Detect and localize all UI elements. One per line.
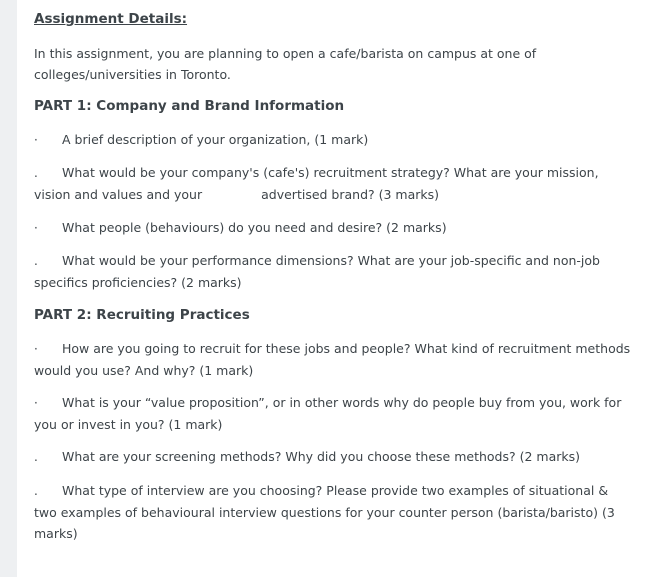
part1-title: PART 1: Company and Brand Information <box>34 98 345 114</box>
part2-item-2 <box>34 392 632 435</box>
item-text: What are your screening methods? Why did you choose these methods? (2 marks) <box>62 449 580 464</box>
left-margin-bar <box>0 0 17 577</box>
part1-item-2 <box>34 162 632 205</box>
assignment-heading: Assignment Details: <box>34 11 188 27</box>
bullet-marker: . <box>34 166 38 180</box>
item-text: How are you going to recruit for these jobs and people? What kind of recruitment methods would you use? And why? (1 mark) <box>34 341 631 378</box>
bullet-marker: · <box>34 342 38 356</box>
item-text: What type of interview are you choosing? Please provide two examples of situational & two examples of behavioural interview questions for your counter person (barista/baristo) (3 marks) <box>34 483 615 541</box>
bullet-marker: · <box>34 133 38 147</box>
item-text: What is your “value proposition”, or in other words why do people buy from you, work for you or invest in you? (1 mark) <box>34 395 622 432</box>
part2-item-4 <box>34 480 632 544</box>
part2-title: PART 2: Recruiting Practices <box>34 307 250 323</box>
part1-item-1 <box>34 129 632 151</box>
part1-item-3 <box>34 217 632 239</box>
bullet-marker: · <box>34 221 38 235</box>
part1-item-4 <box>34 250 632 293</box>
bullet-marker: . <box>34 450 38 464</box>
bullet-marker: . <box>34 254 38 268</box>
part2-item-3 <box>34 446 632 468</box>
item-text: A brief description of your organization, (1 mark) <box>62 132 369 147</box>
item-text-continued: advertised brand? (3 marks) <box>261 187 440 202</box>
item-text: What would be your performance dimensions? What are your job-specific and non-job specifics proficiencies? (2 marks) <box>34 253 600 290</box>
intro-paragraph <box>34 43 634 85</box>
part2-item-1 <box>34 338 632 381</box>
bullet-marker: . <box>34 484 38 498</box>
bullet-marker: · <box>34 396 38 410</box>
intro-line-1: In this assignment, you are planning to open a cafe/barista on campus at one of <box>34 46 537 61</box>
item-text: What would be your company's (cafe's) recruitment strategy? What are your mission, vision and values and your <box>34 165 599 202</box>
item-text: What people (behaviours) do you need and desire? (2 marks) <box>62 220 447 235</box>
intro-line-2: colleges/universities in Toronto. <box>34 67 231 82</box>
